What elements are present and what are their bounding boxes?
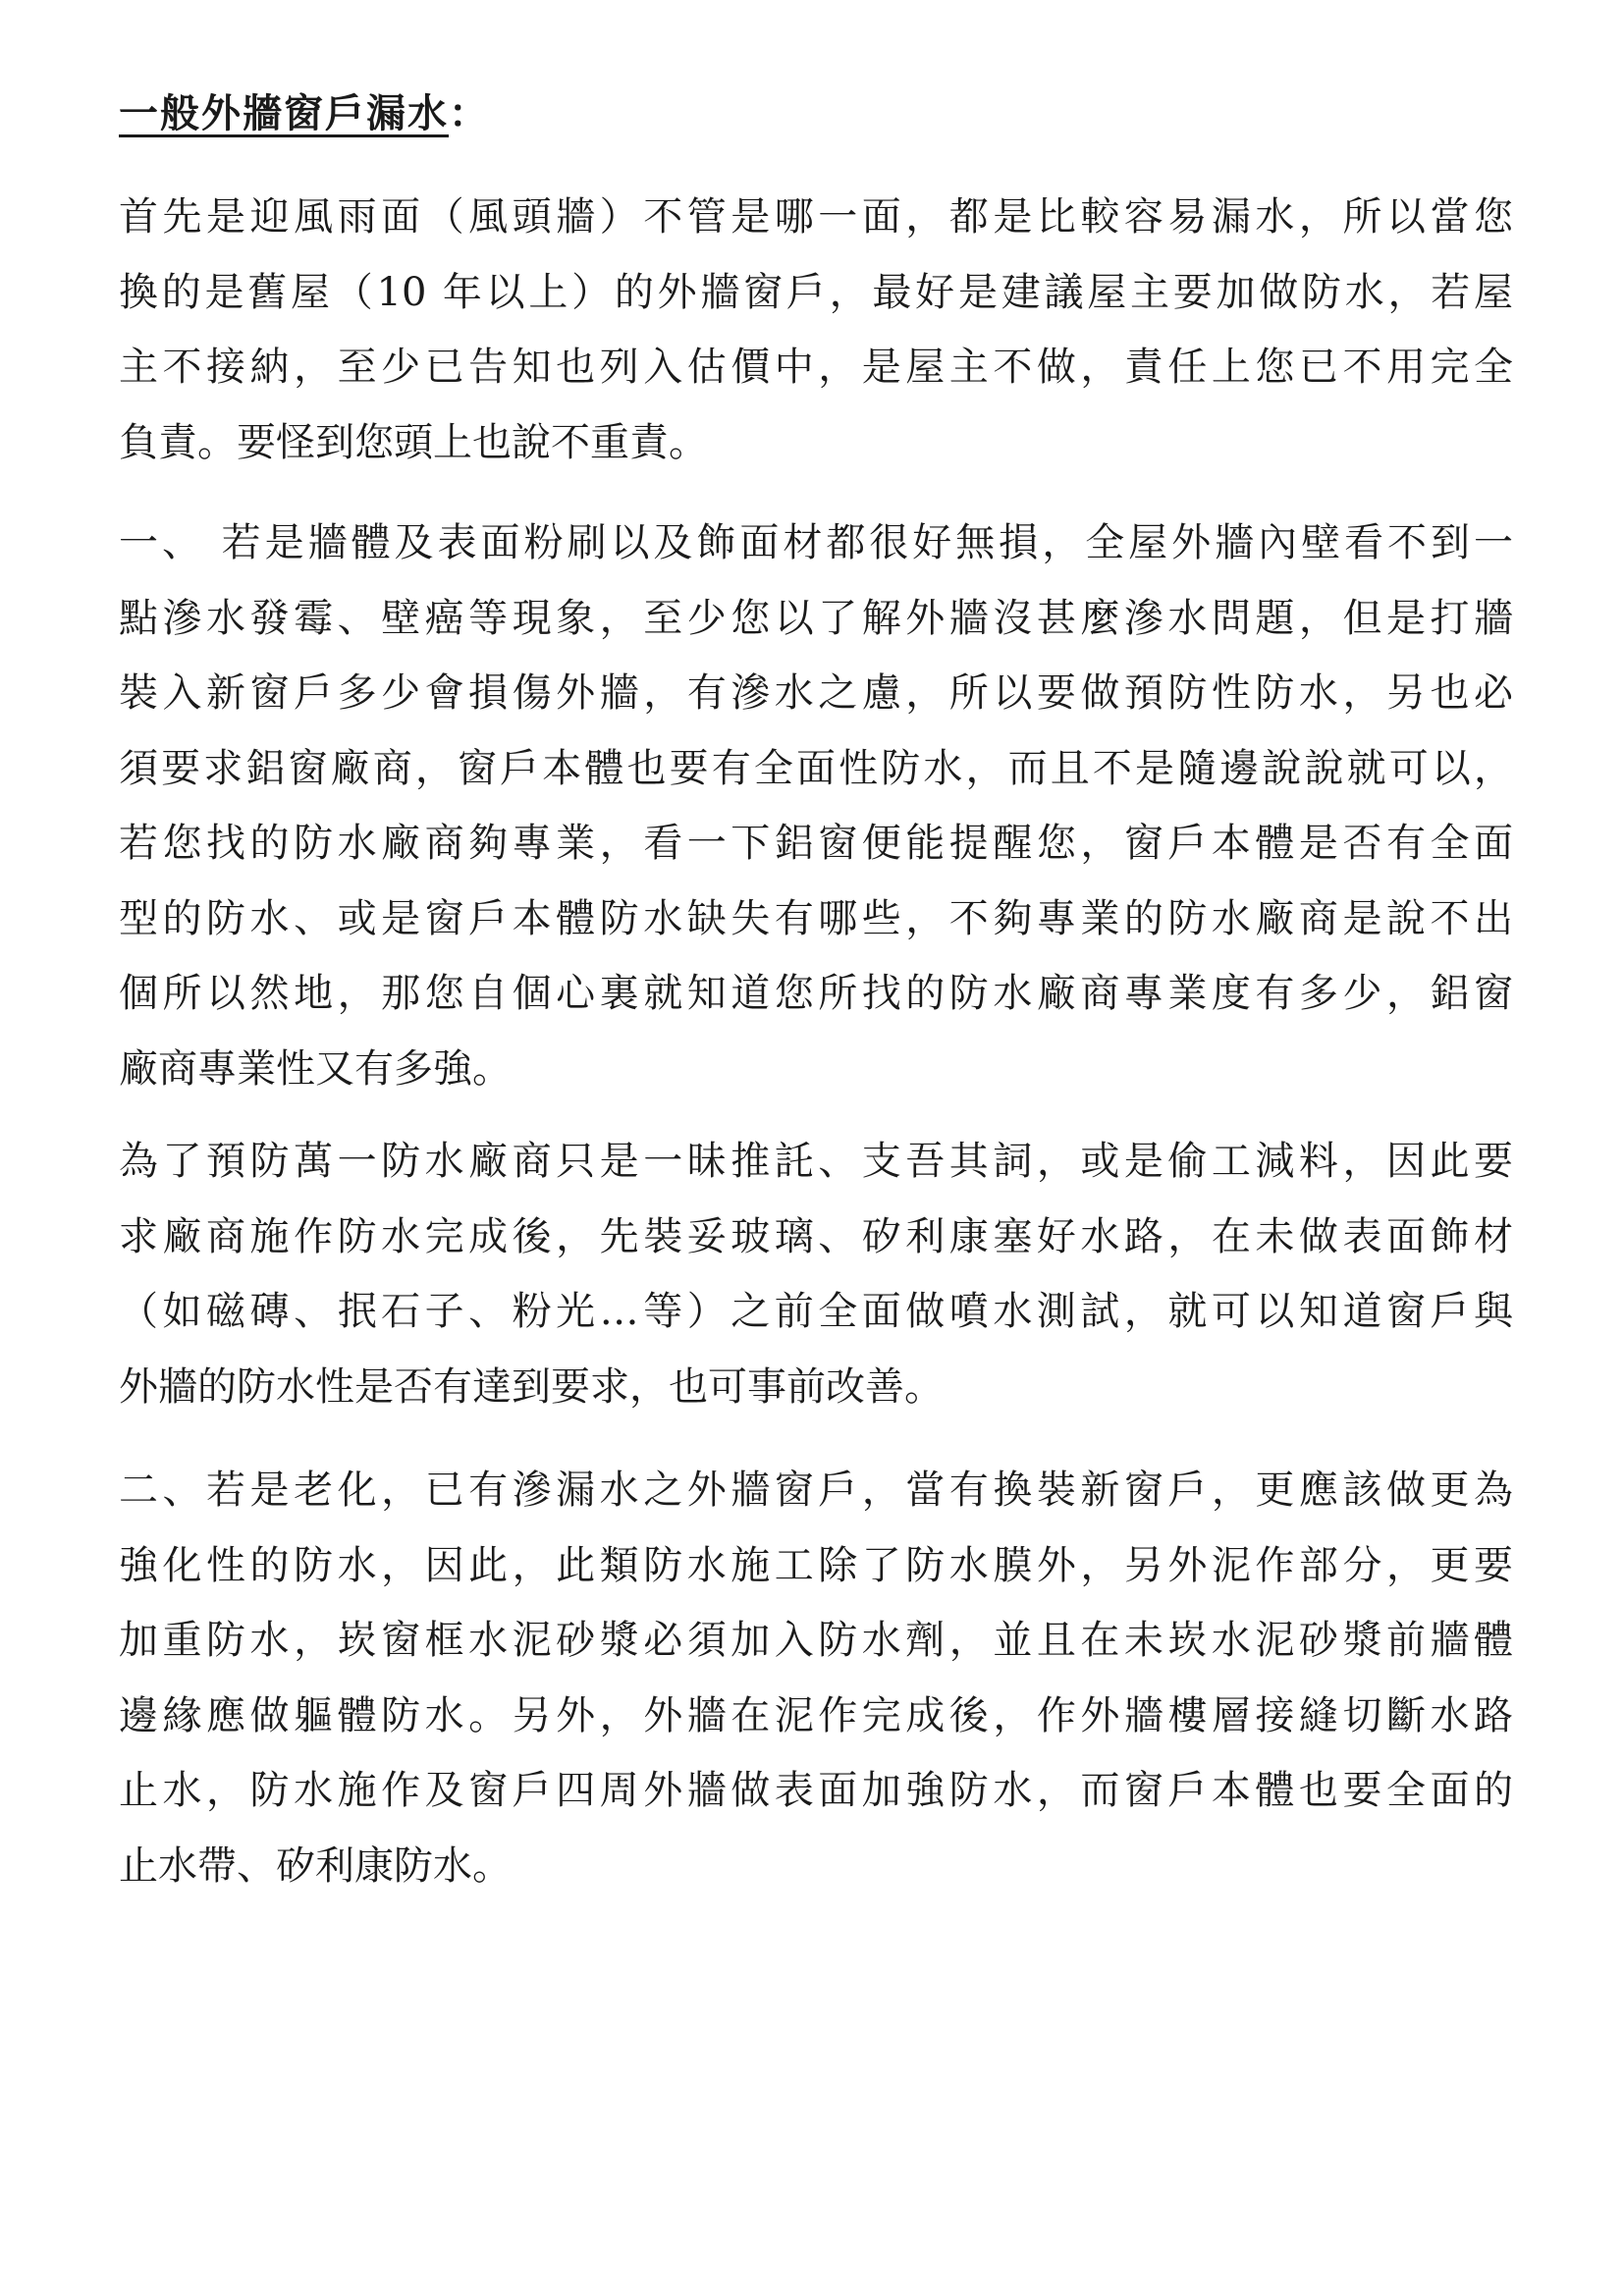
paragraph-line: 首先是迎風雨面（風頭牆）不管是哪一面，都是比較容易漏水，所以當您 (119, 194, 1513, 240)
heading-colon: ： (449, 90, 490, 136)
paragraph-line: 若您找的防水廠商夠專業，看一下鋁窗便能提醒您，窗戶本體是否有全面 (119, 821, 1513, 866)
paragraph-line: 型的防水、或是窗戶本體防水缺失有哪些，不夠專業的防水廠商是說不出 (119, 895, 1513, 941)
paragraph-line: 個所以然地，那您自個心裏就知道您所找的防水廠商專業度有多少，鋁窗 (119, 971, 1513, 1016)
paragraph-line: （如磁磚、抿石子、粉光…等）之前全面做噴水測試，就可以知道窗戶與 (119, 1289, 1513, 1334)
paragraph-section-one (119, 506, 1513, 1106)
paragraph-line: 換的是舊屋（10 年以上）的外牆窗戶，最好是建議屋主要加做防水，若屋 (119, 269, 1513, 315)
paragraph-line: 止水，防水施作及窗戶四周外牆做表面加強防水，而窗戶本體也要全面的 (119, 1768, 1513, 1813)
paragraph-line: 主不接納，至少已告知也列入估價中，是屋主不做，責任上您已不用完全 (119, 345, 1513, 390)
paragraph-line: 邊緣應做軀體防水。另外，外牆在泥作完成後，作外牆樓層接縫切斷水路 (119, 1692, 1513, 1738)
paragraph-line: 求廠商施作防水完成後，先裝妥玻璃、矽利康塞好水路，在未做表面飾材 (119, 1213, 1513, 1259)
paragraph-line: 外牆的防水性是否有達到要求，也可事前改善。 (119, 1363, 944, 1410)
paragraph-line: 須要求鋁窗廠商，窗戶本體也要有全面性防水，而且不是隨邊說說就可以， (119, 745, 1513, 791)
paragraph-line: 強化性的防水，因此，此類防水施工除了防水膜外，另外泥作部分，更要 (119, 1542, 1513, 1588)
heading-title: 一般外牆窗戶漏水 (119, 90, 449, 136)
document-heading (119, 86, 490, 141)
paragraph-line: 加重防水，崁窗框水泥砂漿必須加入防水劑，並且在未崁水泥砂漿前牆體 (119, 1618, 1513, 1663)
paragraph-line: 二、若是老化，已有滲漏水之外牆窗戶，當有換裝新窗戶，更應該做更為 (119, 1468, 1513, 1513)
paragraph-line: 廠商專業性又有多強。 (119, 1045, 512, 1092)
paragraph-line: 點滲水發霉、壁癌等現象，至少您以了解外牆沒甚麼滲水問題，但是打牆 (119, 595, 1513, 641)
paragraph-spray-test (119, 1124, 1513, 1424)
paragraph-line: 止水帶、矽利康防水。 (119, 1842, 512, 1889)
paragraph-line: 負責。要怪到您頭上也說不重責。 (119, 419, 708, 465)
paragraph-line: 裝入新窗戶多少會損傷外牆，有滲水之慮，所以要做預防性防水，另也必 (119, 670, 1513, 716)
paragraph-line: 為了預防萬一防水廠商只是一昧推託、支吾其詞，或是偷工減料，因此要 (119, 1139, 1513, 1184)
paragraph-line: 一、 若是牆體及表面粉刷以及飾面材都很好無損，全屋外牆內壁看不到一 (119, 520, 1513, 565)
paragraph-intro (119, 180, 1513, 480)
paragraph-section-two (119, 1453, 1513, 1903)
